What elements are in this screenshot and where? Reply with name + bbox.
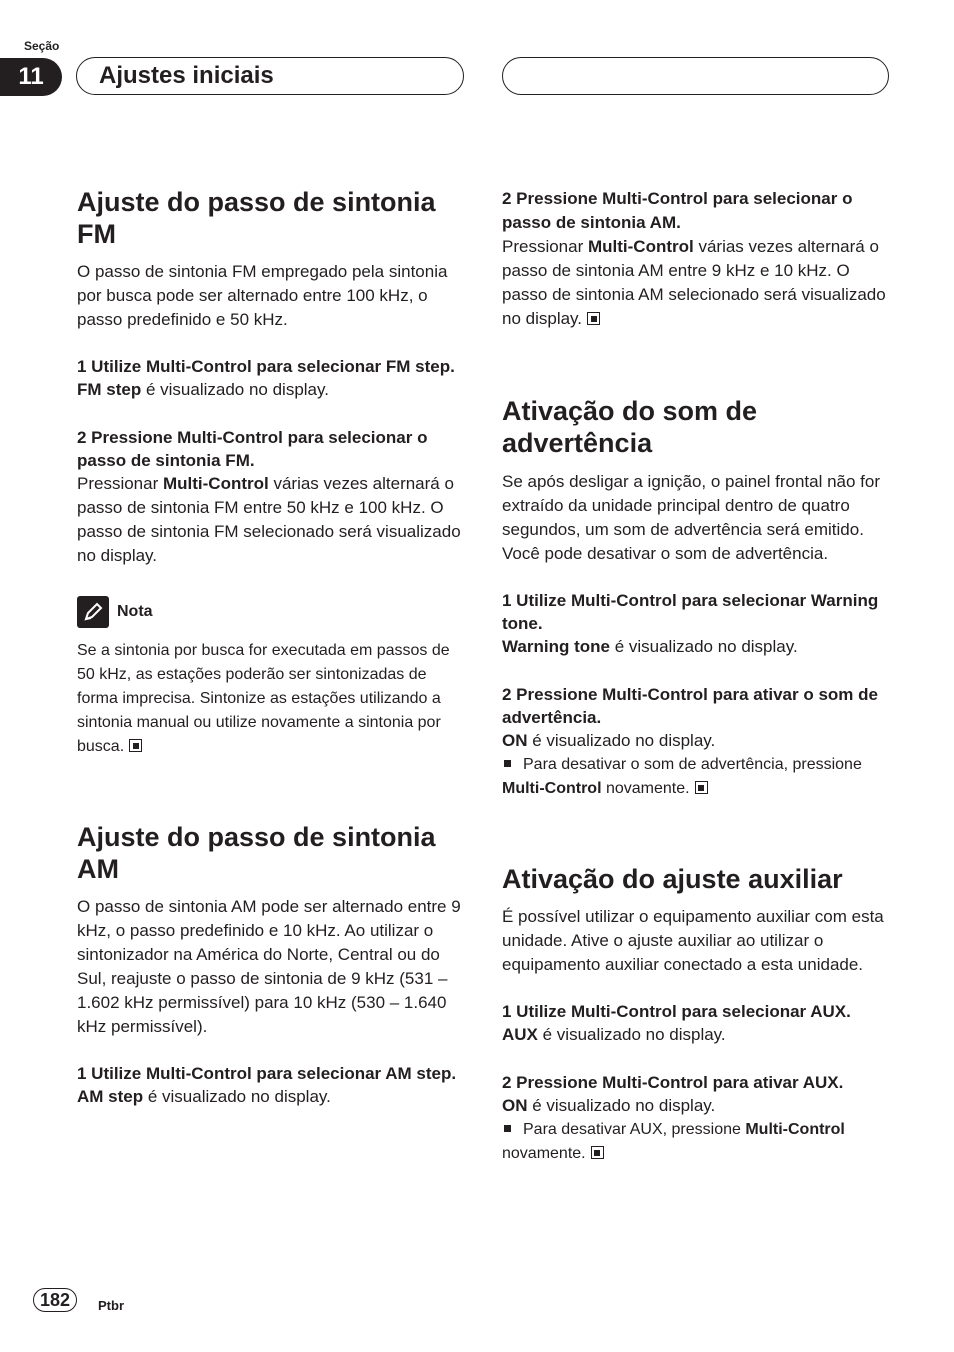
page-number: 182 <box>33 1288 77 1312</box>
am-step1-text: é visualizado no display. <box>143 1087 331 1106</box>
end-of-section-icon <box>591 1146 604 1159</box>
warning-bullet <box>502 753 890 801</box>
language-code: Ptbr <box>98 1298 124 1313</box>
aux-bullet <box>502 1118 890 1166</box>
am-step1-bold: AM step <box>77 1087 144 1106</box>
aux-step1-result <box>502 1023 890 1047</box>
am-step2-text: várias vezes alternará o passo de sintonia AM entre 9 kHz e 10 kHz. O passo de sintonia AM selecionado será visualizado no display. <box>502 237 886 328</box>
aux-step2-result <box>502 1094 890 1118</box>
warning-step2-title: 2 Pressione Multi-Control para ativar o som de advertência. <box>502 685 878 727</box>
am-step1-result <box>77 1085 465 1109</box>
warning-intro: Se após desligar a ignição, o painel frontal não for extraído da unidade principal dentro de quatro segundos, um som de advertência será emitido. Você pode desativar o som de advertência. <box>502 472 881 563</box>
aux-step2-bold: ON <box>502 1096 528 1115</box>
note-body: Se a sintonia por busca for executada em passos de 50 kHz, as estações poderão ser sintonizadas de forma imprecisa. Sintonize as estações utilizando a sintonia manual ou utilize novamente a sintonia por busca. <box>77 642 450 755</box>
warning-step2-text: é visualizado no display. <box>527 731 716 750</box>
fm-step2-lead: Pressionar <box>77 474 163 493</box>
aux-step2-title: 2 Pressione Multi-Control para ativar AUX. <box>502 1073 844 1092</box>
section-label: Seção <box>24 39 60 53</box>
aux-step2-text: é visualizado no display. <box>527 1096 716 1115</box>
note-label: Nota <box>117 603 153 620</box>
fm-intro: O passo de sintonia FM empregado pela sintonia por busca pode ser alternado entre 100 kHz, o passo predefinido e 50 kHz. <box>77 262 448 329</box>
fm-step2-body <box>77 472 465 568</box>
fm-step1-title: 1 Utilize Multi-Control para selecionar FM step. <box>77 357 455 376</box>
warning-step1-text: é visualizado no display. <box>609 637 798 656</box>
left-column <box>77 186 465 1109</box>
warning-bullet-bold: Multi-Control <box>502 780 602 797</box>
end-of-section-icon <box>129 739 142 752</box>
fm-step2-title: 2 Pressione Multi-Control para selecionar o passo de sintonia FM. <box>77 428 428 470</box>
aux-step1-bold: AUX <box>502 1025 538 1044</box>
aux-step1-title: 1 Utilize Multi-Control para selecionar AUX. <box>502 1002 851 1021</box>
bullet-square-icon <box>504 1125 511 1132</box>
fm-step2-bold: Multi-Control <box>162 474 269 493</box>
section-title-frame <box>76 57 464 95</box>
warning-step1-result <box>502 635 890 659</box>
aux-bullet-bold: Multi-Control <box>745 1121 845 1138</box>
am-step2-body <box>502 235 890 331</box>
warning-heading: Ativação do som de advertência <box>502 396 758 458</box>
am-step2-title: 2 Pressione Multi-Control para selecionar o passo de sintonia AM. <box>502 189 853 232</box>
am-heading: Ajuste do passo de sintonia AM <box>77 822 436 884</box>
warning-step2-bold: ON <box>502 731 528 750</box>
fm-step2-text: várias vezes alternará o passo de sintonia FM entre 50 kHz e 100 kHz. O passo de sintonia FM selecionado será visualizado no display. <box>77 474 461 565</box>
warning-bullet-lead: Para desativar o som de advertência, pressione <box>523 756 862 773</box>
fm-step1-text: é visualizado no display. <box>141 380 329 399</box>
note-text <box>77 639 465 759</box>
header-empty-frame <box>502 57 889 95</box>
section-number-tab: 11 <box>0 58 62 96</box>
warning-step1-title: 1 Utilize Multi-Control para selecionar Warning tone. <box>502 591 879 633</box>
aux-step1-text: é visualizado no display. <box>537 1025 726 1044</box>
right-column <box>502 187 890 1166</box>
fm-step1-bold: FM step <box>77 380 142 399</box>
end-of-section-icon <box>695 781 708 794</box>
warning-step1-bold: Warning tone <box>502 637 610 656</box>
am-intro: O passo de sintonia AM pode ser alternado entre 9 kHz, o passo predefinido e 10 kHz. Ao utilizar o sintonizador na América do Norte, Central ou do Sul, reajuste o passo de sintonia de 9 kHz (531 – 1.602 kHz permissível) para 10 kHz (530 – 1.640 kHz permissível). <box>77 897 461 1036</box>
fm-heading: Ajuste do passo de sintonia FM <box>77 187 436 249</box>
aux-bullet-tail: novamente. <box>502 1145 586 1162</box>
aux-heading: Ativação do ajuste auxiliar <box>502 864 843 894</box>
aux-intro: É possível utilizar o equipamento auxiliar com esta unidade. Ative o ajuste auxiliar ao utilizar o equipamento auxiliar conectado a esta unidade. <box>502 907 884 974</box>
warning-step2-result <box>502 729 890 753</box>
pencil-icon <box>77 596 109 628</box>
note-header <box>77 594 465 630</box>
bullet-square-icon <box>504 760 511 767</box>
warning-bullet-tail: novamente. <box>601 780 690 797</box>
end-of-section-icon <box>587 312 600 325</box>
am-step2-lead: Pressionar <box>502 237 588 256</box>
am-step2-bold: Multi-Control <box>587 237 694 256</box>
section-title: Ajustes iniciais <box>99 62 274 89</box>
am-step1-title: 1 Utilize Multi-Control para selecionar AM step. <box>77 1064 457 1083</box>
fm-step1-result <box>77 378 465 402</box>
aux-bullet-lead: Para desativar AUX, pressione <box>523 1121 746 1138</box>
